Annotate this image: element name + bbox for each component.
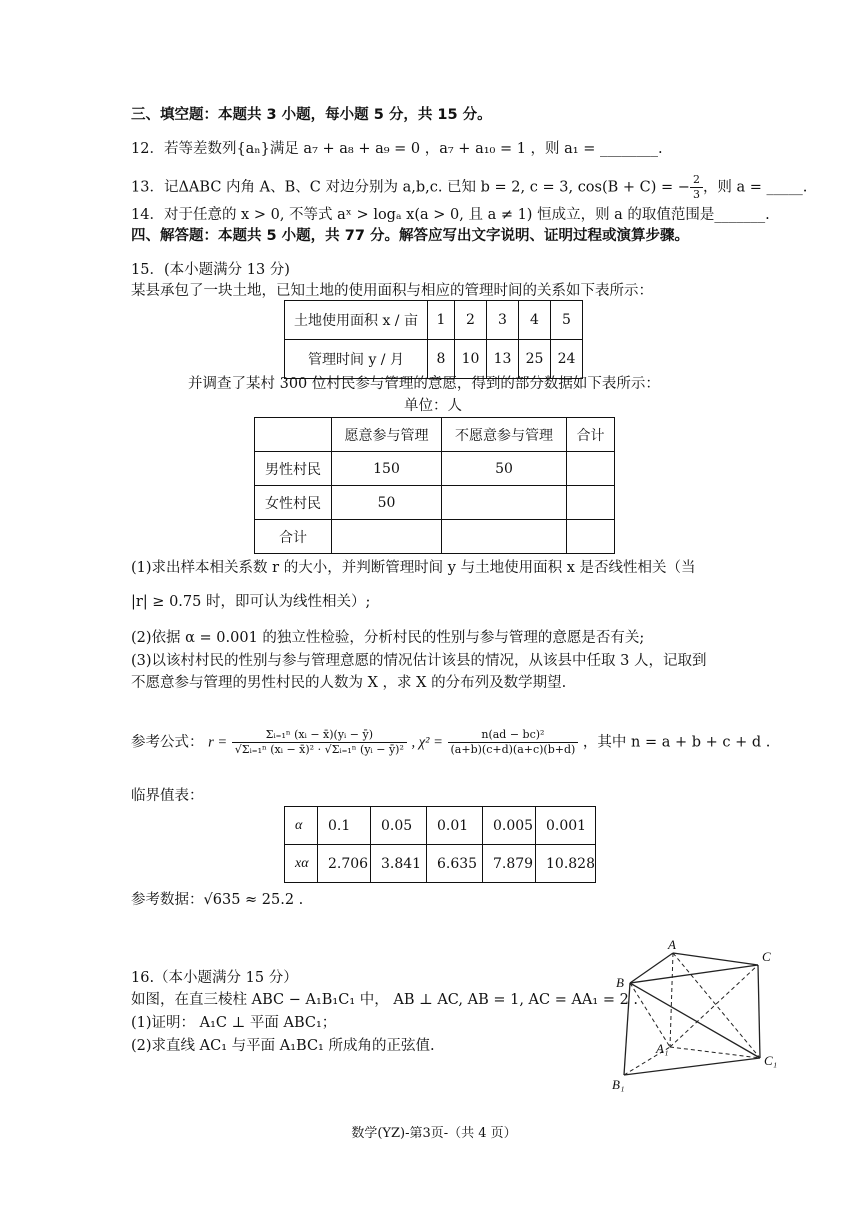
table1-cell: 8 bbox=[428, 340, 455, 379]
q16-part1: (1)证明： A₁C ⊥ 平面 ABC₁； bbox=[131, 1015, 337, 1031]
label-b: B bbox=[616, 975, 624, 990]
q15-formula bbox=[131, 728, 770, 757]
formula-chi-fraction bbox=[448, 728, 579, 757]
q13-frac-num: 2 bbox=[690, 173, 703, 188]
table2-cell: 50 bbox=[442, 452, 567, 486]
table3-row2-label: xα bbox=[285, 845, 318, 883]
q13-fraction bbox=[690, 173, 703, 202]
critical-value-label: 临界值表： bbox=[131, 788, 204, 804]
formula-r-den: √Σᵢ₌₁ⁿ (xᵢ − x̄)² · √Σᵢ₌₁ⁿ (yᵢ − ȳ)² bbox=[234, 743, 404, 756]
table1-row2-label: 管理时间 y / 月 bbox=[285, 340, 428, 379]
table3-cell: 10.828 bbox=[536, 845, 596, 883]
table2-cell bbox=[442, 486, 567, 520]
table1-cell: 1 bbox=[428, 301, 455, 340]
critical-value-table bbox=[284, 806, 596, 883]
section3-heading: 三、填空题：本题共 3 小题，每小题 5 分，共 15 分。 bbox=[131, 107, 492, 123]
prism-figure bbox=[608, 935, 788, 1095]
q13-text-before: 13．记ΔABC 内角 A、B、C 对边分别为 a,b,c. 已知 b = 2, c = 3, cos(B + C) = − bbox=[131, 179, 690, 196]
table1-cell: 5 bbox=[551, 301, 583, 340]
edge-a1c bbox=[670, 965, 758, 1047]
q15-part3-line2: 不愿意参与管理的男性村民的人数为 X ，求 X 的分布列及数学期望. bbox=[131, 675, 567, 691]
table3-cell: 0.05 bbox=[371, 807, 427, 845]
table3-cell: 0.005 bbox=[483, 807, 536, 845]
table3-cell: 2.706 bbox=[318, 845, 371, 883]
land-management-table bbox=[284, 300, 583, 379]
table1-row1-label: 土地使用面积 x / 亩 bbox=[285, 301, 428, 340]
formula-label: 参考公式： bbox=[131, 734, 204, 751]
label-c1: C₁ bbox=[764, 1053, 778, 1068]
q16-part2: (2)求直线 AC₁ 与平面 A₁BC₁ 所成角的正弦值. bbox=[131, 1038, 435, 1054]
table3-cell: 0.1 bbox=[318, 807, 371, 845]
table2-cell: 男性村民 bbox=[255, 452, 332, 486]
question-12: 12．若等差数列{aₙ}满足 a₇ + a₈ + a₉ = 0 ，a₇ + a₁₀ = 1 ，则 a₁ = ________. bbox=[131, 141, 663, 157]
table2-cell bbox=[567, 452, 615, 486]
table3-cell: 7.879 bbox=[483, 845, 536, 883]
edge-bc bbox=[630, 965, 758, 983]
formula-chi-den: (a+b)(c+d)(a+c)(b+d) bbox=[450, 743, 576, 756]
table2-header bbox=[255, 418, 332, 452]
q16-intro: 如图，在直三棱柱 ABC − A₁B₁C₁ 中， AB ⊥ AC, AB = 1, AC = AA₁ = 2 . bbox=[131, 992, 639, 1008]
q16-title: 16.（本小题满分 15 分） bbox=[131, 970, 298, 986]
q15-part2: (2)依据 α = 0.001 的独立性检验，分析村民的性别与参与管理的意愿是否有关; bbox=[131, 630, 645, 646]
table2-cell: 女性村民 bbox=[255, 486, 332, 520]
table2-cell: 50 bbox=[332, 486, 442, 520]
page-footer: 数学(YZ)-第3页-（共 4 页） bbox=[351, 1126, 517, 1141]
q15-intro: 某县承包了一块土地，已知土地的使用面积与相应的管理时间的关系如下表所示： bbox=[131, 283, 653, 299]
formula-r-fraction bbox=[232, 728, 407, 757]
table1-cell: 13 bbox=[487, 340, 519, 379]
table2-cell: 150 bbox=[332, 452, 442, 486]
formula-tail: ，其中 n = a + b + c + d . bbox=[582, 734, 771, 751]
edge-bc1 bbox=[630, 983, 760, 1058]
table2-header: 不愿意参与管理 bbox=[442, 418, 567, 452]
table1-cell: 24 bbox=[551, 340, 583, 379]
table3-cell: 6.635 bbox=[427, 845, 483, 883]
table3-cell: 0.001 bbox=[536, 807, 596, 845]
q15-unit: 单位：人 bbox=[404, 398, 462, 414]
table2-cell bbox=[442, 520, 567, 554]
edge-ba1 bbox=[630, 983, 670, 1047]
table1-cell: 25 bbox=[519, 340, 551, 379]
q15-part1-line1: (1)求出样本相关系数 r 的大小，并判断管理时间 y 与土地使用面积 x 是否线性相关（当 bbox=[131, 560, 696, 576]
table2-header: 合计 bbox=[567, 418, 615, 452]
table1-cell: 4 bbox=[519, 301, 551, 340]
table1-cell: 10 bbox=[455, 340, 487, 379]
table3-row1-label: α bbox=[285, 807, 318, 845]
table3-cell: 0.01 bbox=[427, 807, 483, 845]
question-13 bbox=[131, 173, 807, 202]
q15-part3-line1: (3)以该村村民的性别与参与管理意愿的情况估计该县的情况，从该县中任取 3 人，记取到 bbox=[131, 653, 707, 669]
formula-chi-symbol: , χ² = bbox=[411, 734, 443, 751]
edge-ac bbox=[673, 953, 758, 965]
q13-text-after: ，则 a = _____. bbox=[702, 179, 808, 196]
table1-cell: 3 bbox=[487, 301, 519, 340]
formula-r-symbol: r = bbox=[208, 734, 228, 751]
label-a1: A₁ bbox=[656, 1041, 669, 1056]
q15-part1-line2: |r| ≥ 0.75 时，即可认为线性相关）; bbox=[131, 594, 371, 610]
table2-header: 愿意参与管理 bbox=[332, 418, 442, 452]
edge-ac1 bbox=[673, 953, 760, 1058]
edge-aa1 bbox=[670, 953, 673, 1047]
table1-cell: 2 bbox=[455, 301, 487, 340]
q13-frac-den: 3 bbox=[692, 188, 700, 201]
section4-heading: 四、解答题：本题共 5 小题，共 77 分。解答应写出文字说明、证明过程或演算步骤。 bbox=[131, 228, 689, 244]
table2-cell bbox=[567, 486, 615, 520]
table2-cell: 合计 bbox=[255, 520, 332, 554]
q15-survey-text: 并调查了某村 300 位村民参与管理的意愿，得到的部分数据如下表所示： bbox=[188, 376, 660, 392]
edge-b1c1 bbox=[624, 1058, 760, 1075]
label-b1: B₁ bbox=[612, 1077, 625, 1092]
q15-title: 15．(本小题满分 13 分) bbox=[131, 262, 290, 278]
table2-cell bbox=[332, 520, 442, 554]
formula-r-num: Σᵢ₌₁ⁿ (xᵢ − x̄)(yᵢ − ȳ) bbox=[232, 728, 407, 743]
reference-data: 参考数据：√635 ≈ 25.2 . bbox=[131, 892, 304, 908]
question-14: 14．对于任意的 x > 0, 不等式 aˣ > logₐ x(a > 0, 且 a ≠ 1) 恒成立，则 a 的取值范围是_______. bbox=[131, 207, 770, 223]
table3-cell: 3.841 bbox=[371, 845, 427, 883]
label-c: C bbox=[762, 949, 771, 964]
edge-cc1 bbox=[758, 965, 760, 1058]
survey-table bbox=[254, 417, 615, 554]
edge-a1c1 bbox=[670, 1047, 760, 1058]
formula-chi-num: n(ad − bc)² bbox=[448, 728, 579, 743]
table2-cell bbox=[567, 520, 615, 554]
edge-bb1 bbox=[624, 983, 630, 1075]
label-a: A bbox=[668, 937, 676, 952]
